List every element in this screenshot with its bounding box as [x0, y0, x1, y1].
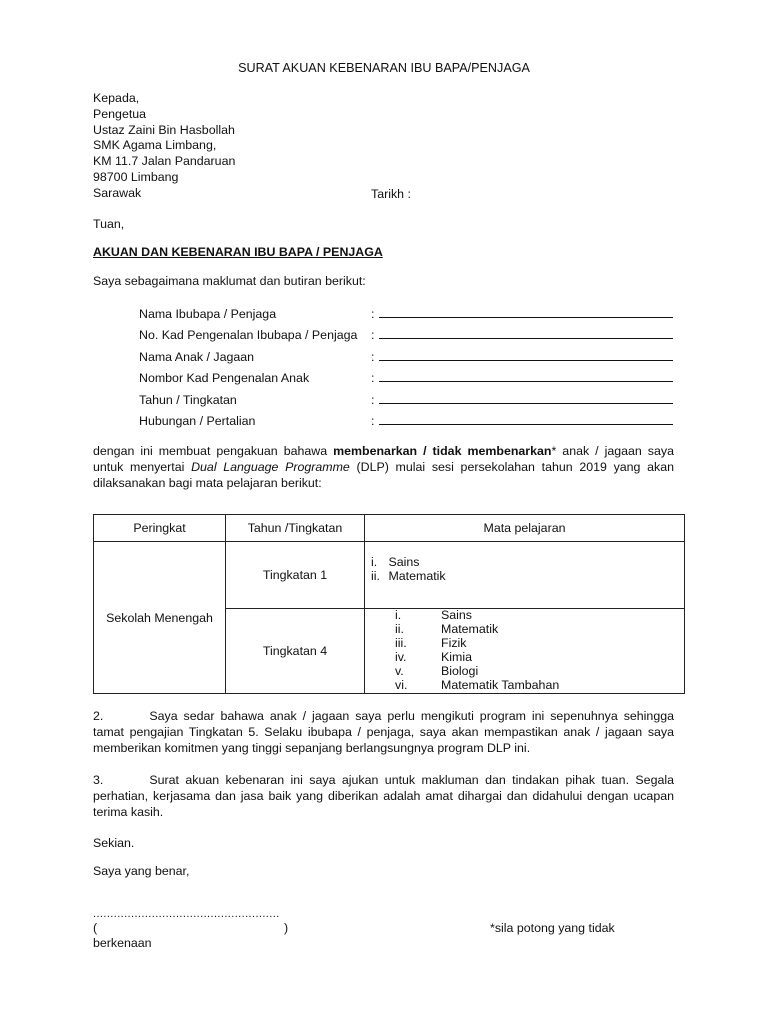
list-item — [395, 623, 684, 637]
subject-name: Biologi — [441, 663, 479, 678]
name-bracket-close: ) — [284, 921, 289, 935]
tingkatan-cell: Tingkatan 1 — [226, 542, 365, 609]
list-number: iii. — [395, 636, 407, 651]
field-colon: : — [371, 349, 375, 364]
subject-name: Sains — [441, 608, 472, 623]
subject-list — [365, 609, 684, 692]
address-line: Ustaz Zaini Bin Hasbollah — [93, 122, 235, 137]
field-label: Tahun / Tingkatan — [139, 392, 237, 407]
list-item — [395, 679, 684, 693]
list-number: i. — [395, 608, 402, 623]
paragraph-text: Surat akuan kebenaran ini saya ajukan untuk makluman dan tindakan pihak tuan. Segala perhatian, kerjasama dan jasa baik yang diberikan adalah amat dihargai dan didahului dengan ucapan terima kasih. — [93, 773, 674, 819]
form-field-parent-ic — [139, 327, 679, 348]
sign-off-text: Saya yang benar, — [93, 864, 190, 878]
signature-line[interactable]: ...................................................... — [93, 908, 280, 920]
fill-in-line[interactable] — [379, 403, 673, 404]
address-line: KM 11.7 Jalan Pandaruan — [93, 154, 236, 169]
paragraph-number: 2. — [93, 709, 104, 723]
field-colon: : — [371, 413, 375, 428]
subject-list — [365, 555, 684, 583]
name-bracket-open: ( — [93, 921, 98, 935]
table-header-row — [94, 515, 685, 542]
list-item — [371, 569, 684, 583]
subject-name: Fizik — [441, 636, 467, 651]
subject-name: Sains — [388, 555, 420, 569]
form-field-child-ic — [139, 370, 679, 391]
list-item — [395, 609, 684, 623]
field-label: Hubungan / Pertalian — [139, 413, 256, 428]
field-label: Nama Ibubapa / Penjaga — [139, 307, 277, 321]
field-colon: : — [371, 392, 375, 407]
list-number: v. — [395, 663, 404, 678]
subject-name: Matematik Tambahan — [441, 677, 560, 692]
consent-paragraph — [93, 443, 674, 491]
recipient-address — [93, 90, 235, 201]
salutation: Tuan, — [93, 217, 125, 231]
column-header: Mata pelajaran — [365, 515, 685, 542]
intro-text: Saya sebagaimana maklumat dan butiran berikut: — [93, 274, 366, 288]
field-label: Nama Anak / Jagaan — [139, 349, 255, 364]
fill-in-line[interactable] — [379, 338, 673, 339]
form-field-parent-name — [139, 306, 679, 327]
list-number: i. — [371, 555, 378, 569]
subjects-table — [93, 514, 685, 694]
subject-name: Matematik — [441, 622, 499, 637]
section-heading: AKUAN DAN KEBENARAN IBU BAPA / PENJAGA — [93, 245, 383, 259]
consent-text: * anak / jagaan saya untuk menyertai — [93, 444, 674, 474]
consent-choice: membenarkan / tidak membenarkan — [333, 444, 552, 458]
field-colon: : — [371, 371, 375, 386]
list-item — [395, 651, 684, 665]
consent-text: dengan ini membuat pengakuan bahawa — [93, 444, 334, 458]
field-colon: : — [371, 328, 375, 343]
address-line: Pengetua — [93, 106, 147, 121]
fill-in-line[interactable] — [379, 360, 673, 361]
letter-title: SURAT AKUAN KEBENARAN IBU BAPA/PENJAGA — [238, 61, 530, 75]
list-item — [395, 665, 684, 679]
address-line: 98700 Limbang — [93, 169, 179, 184]
fill-in-line[interactable] — [379, 424, 673, 425]
list-number: vi. — [395, 677, 408, 692]
column-header: Peringkat — [94, 515, 226, 542]
date-label: Tarikh : — [371, 187, 411, 201]
field-colon: : — [371, 307, 375, 321]
column-header: Tahun /Tingkatan — [226, 515, 365, 542]
tingkatan-cell: Tingkatan 4 — [226, 609, 365, 694]
level-cell: Sekolah Menengah — [94, 542, 226, 694]
table-row — [94, 542, 685, 609]
address-line: Kepada, — [93, 91, 140, 105]
footnote: *sila potong yang tidak — [490, 921, 615, 935]
closing-text: Sekian. — [93, 836, 135, 850]
field-label: No. Kad Pengenalan Ibubapa / Penjaga — [139, 328, 358, 343]
footnote-continued: berkenaan — [93, 936, 152, 950]
list-number: ii. — [371, 569, 380, 583]
list-number: iv. — [395, 650, 407, 664]
subject-name: Matematik — [388, 569, 446, 583]
parent-info-form — [139, 306, 679, 434]
address-line: SMK Agama Limbang, — [93, 138, 217, 153]
form-field-child-name — [139, 349, 679, 370]
paragraph-3 — [93, 772, 674, 820]
form-field-relationship — [139, 413, 679, 434]
consent-text: (DLP) mulai sesi persekolahan tahun 2019 yang akan dilaksanakan bagi mata pelajaran berikut: — [93, 460, 674, 490]
field-label: Nombor Kad Pengenalan Anak — [139, 371, 310, 386]
list-number: ii. — [395, 622, 404, 637]
paragraph-text: Saya sedar bahawa anak / jagaan saya perlu mengikuti program ini sepenuhnya sehingga tamat pengajian Tingkatan 5. Selaku ibubapa / penjaga, saya akan mempastikan anak / jagaan saya memberikan komitmen yang tinggi sepanjang berlangsungnya program DLP ini. — [93, 709, 674, 755]
paragraph-2 — [93, 708, 674, 756]
form-field-form-level — [139, 392, 679, 413]
subject-name: Kimia — [441, 650, 472, 664]
subjects-cell — [365, 609, 685, 694]
program-name: Dual Language Programme — [191, 460, 350, 474]
address-line: Sarawak — [93, 185, 142, 200]
list-item — [395, 637, 684, 651]
fill-in-line[interactable] — [379, 317, 673, 318]
paragraph-number: 3. — [93, 773, 104, 787]
list-item — [371, 555, 684, 569]
fill-in-line[interactable] — [379, 381, 673, 382]
subjects-cell — [365, 542, 685, 609]
